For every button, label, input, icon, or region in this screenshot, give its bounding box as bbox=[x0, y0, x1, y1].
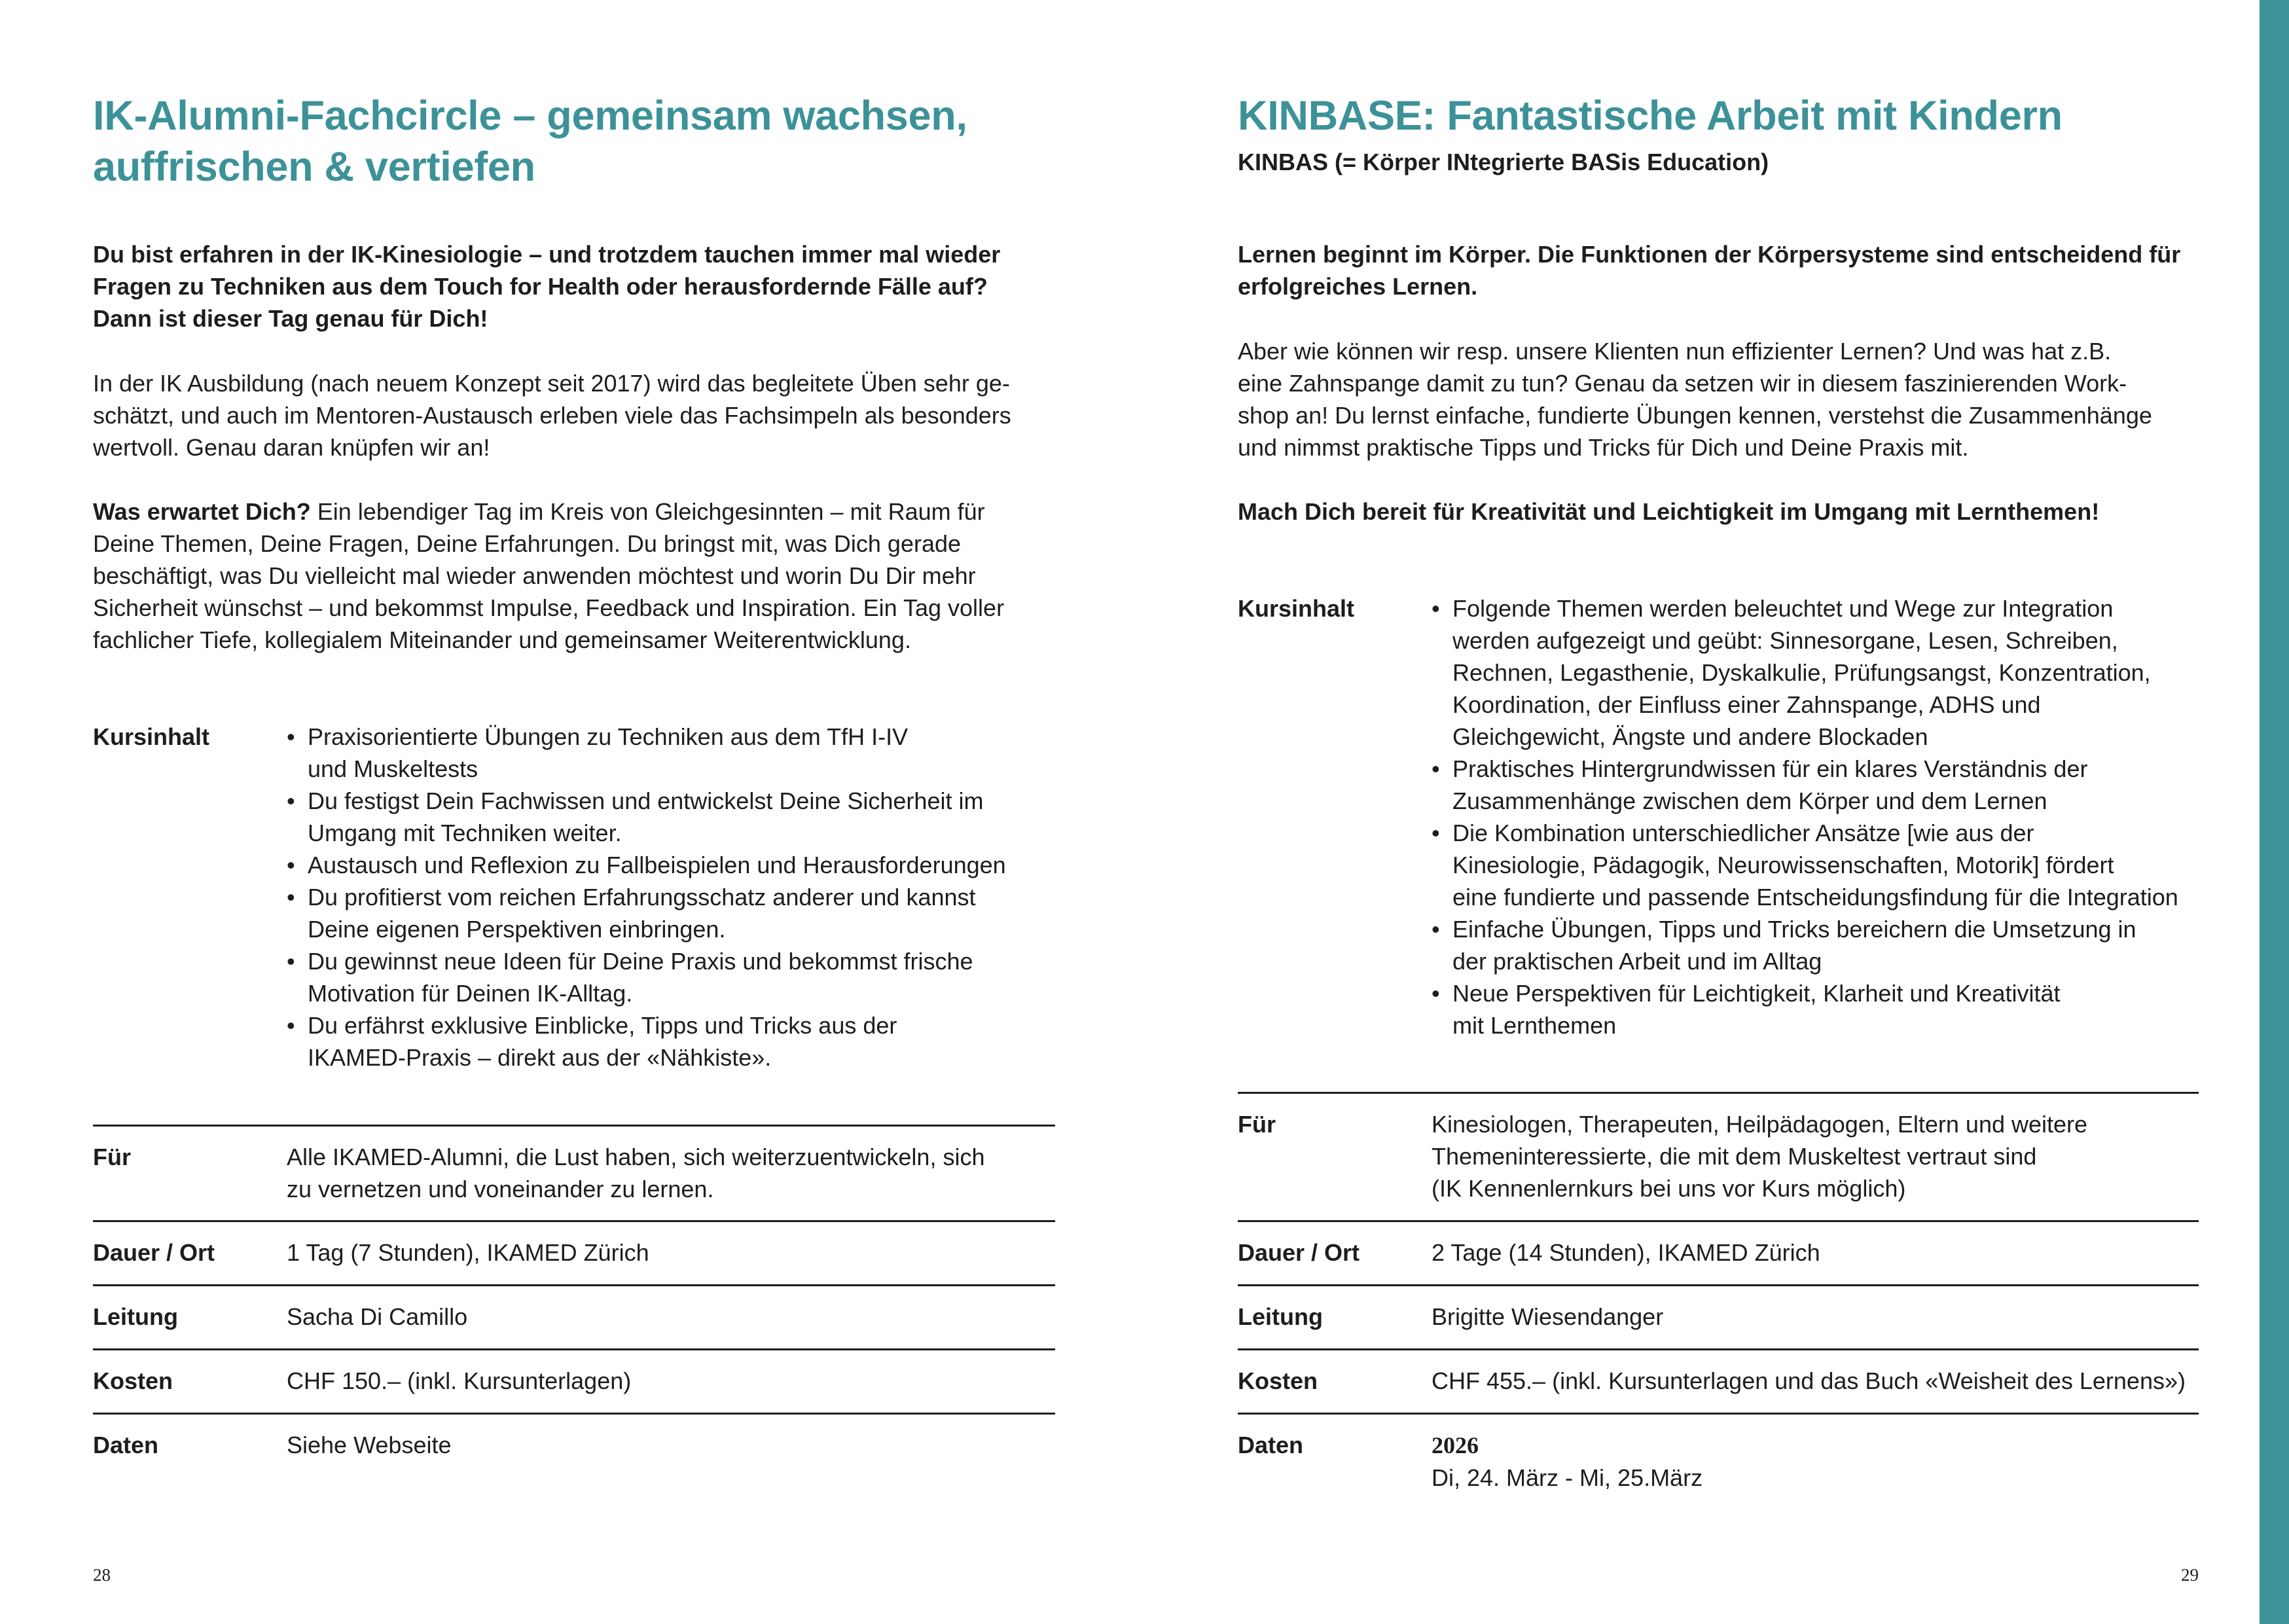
row-dauer-ort bbox=[1238, 1220, 2199, 1281]
list-item bbox=[1432, 817, 2199, 913]
list-line: Austausch und Reflexion zu Fallbeispielen und Herausforderungen bbox=[308, 852, 1006, 878]
list-line: Deine eigenen Perspektiven einbringen. bbox=[308, 916, 726, 943]
list-line: Neue Perspektiven für Leichtigkeit, Klarheit und Kreativität bbox=[1452, 980, 2061, 1007]
paragraph-text: Ein lebendiger Tag im Kreis von Gleichgesinnten – mit Raum für bbox=[310, 498, 985, 525]
row-kosten bbox=[93, 1348, 1055, 1409]
list-line: Kinesiologie, Pädagogik, Neurowissenschaften, Motorik] fördert bbox=[1452, 852, 2114, 878]
date-year: 2026 bbox=[1432, 1432, 1479, 1458]
list-line: werden aufgezeigt und geübt: Sinnesorgane, Lesen, Schreiben, bbox=[1452, 627, 2118, 654]
list-line: Rechnen, Legasthenie, Dyskalkulie, Prüfungsangst, Konzentration, bbox=[1452, 659, 2151, 686]
page-number: 28 bbox=[93, 1565, 111, 1585]
page-number: 29 bbox=[2181, 1565, 2199, 1585]
row-value: CHF 455.– (inkl. Kursunterlagen und das Buch «Weisheit des Lernens») bbox=[1432, 1367, 2186, 1394]
list-line: Die Kombination unterschiedlicher Ansätze [wie aus der bbox=[1452, 820, 2034, 846]
row-label: Daten bbox=[1238, 1432, 1304, 1458]
row-label: Dauer / Ort bbox=[1238, 1239, 1360, 1266]
row-label: Kosten bbox=[93, 1367, 173, 1394]
paragraph-line: wertvoll. Genau daran knüpfen wir an! bbox=[93, 434, 490, 461]
course-subtitle: KINBAS (= Körper INtegrierte BASis Education) bbox=[1238, 149, 1769, 175]
row-leitung bbox=[93, 1284, 1055, 1345]
list-line: Einfache Übungen, Tipps und Tricks bereichern die Umsetzung in bbox=[1452, 916, 2136, 943]
list-line: Motivation für Deinen IK-Alltag. bbox=[308, 980, 633, 1007]
expectation-paragraph bbox=[93, 496, 1055, 656]
list-line: Praktisches Hintergrundwissen für ein klares Verständnis der bbox=[1452, 755, 2088, 782]
callout-line: Mach Dich bereit für Kreativität und Leichtigkeit im Umgang mit Lernthemen! bbox=[1238, 498, 2100, 525]
bullet-list bbox=[287, 721, 1055, 1074]
list-line: Koordination, der Einfluss einer Zahnspange, ADHS und bbox=[1452, 691, 2041, 718]
paragraph-line: und nimmst praktische Tipps und Tricks für Dich und Deine Praxis mit. bbox=[1238, 434, 1969, 461]
bullet-list bbox=[1432, 592, 2199, 1041]
list-item bbox=[287, 1009, 1055, 1074]
value-line: (IK Kennenlernkurs bei uns vor Kurs möglich) bbox=[1432, 1175, 1906, 1202]
section-label: Kursinhalt bbox=[1238, 595, 1355, 622]
row-value bbox=[1432, 1108, 2199, 1204]
list-item bbox=[287, 945, 1055, 1009]
intro-bold bbox=[93, 238, 1055, 334]
intro-line: Lernen beginnt im Körper. Die Funktionen der Körpersysteme sind entscheidend für bbox=[1238, 241, 2181, 268]
row-value bbox=[287, 1141, 1055, 1205]
intro-paragraph bbox=[1238, 335, 2199, 463]
date-range: Di, 24. März - Mi, 25.März bbox=[1432, 1464, 1703, 1491]
title-line: auffrischen & vertiefen bbox=[93, 144, 535, 190]
row-label: Für bbox=[1238, 1111, 1276, 1138]
row-label: Leitung bbox=[1238, 1303, 1323, 1330]
title-line: IK-Alumni-Fachcircle – gemeinsam wachsen, bbox=[93, 93, 967, 139]
row-label: Daten bbox=[93, 1432, 159, 1458]
callout-bold bbox=[1238, 496, 2199, 528]
paragraph-line: beschäftigt, was Du vielleicht mal wieder anwenden möchtest und worin Du Dir mehr bbox=[93, 562, 976, 589]
row-value: 2 Tage (14 Stunden), IKAMED Zürich bbox=[1432, 1239, 1820, 1266]
intro-line: Fragen zu Techniken aus dem Touch for Health oder herausfordernde Fälle auf? bbox=[93, 273, 988, 300]
list-line: und Muskeltests bbox=[308, 755, 478, 782]
row-value: Siehe Webseite bbox=[287, 1432, 452, 1458]
expectation-lead: Was erwartet Dich? bbox=[93, 498, 311, 525]
section-content bbox=[1432, 592, 2199, 1041]
row-value bbox=[1432, 1429, 2199, 1494]
row-value: CHF 150.– (inkl. Kursunterlagen) bbox=[287, 1367, 632, 1394]
row-fuer bbox=[1238, 1092, 2199, 1218]
row-label: Kosten bbox=[1238, 1367, 1318, 1394]
list-line: Folgende Themen werden beleuchtet und Wege zur Integration bbox=[1452, 595, 2114, 622]
paragraph-line: Deine Themen, Deine Fragen, Deine Erfahrungen. Du bringst mit, was Dich gerade bbox=[93, 530, 962, 557]
paragraph-line: fachlicher Tiefe, kollegialem Miteinander und gemeinsamer Weiterentwicklung. bbox=[93, 626, 911, 653]
list-line: Gleichgewicht, Ängste und andere Blockaden bbox=[1452, 723, 1928, 750]
intro-line: Du bist erfahren in der IK-Kinesiologie – und trotzdem tauchen immer mal wieder bbox=[93, 241, 1001, 268]
list-item bbox=[287, 785, 1055, 849]
row-daten bbox=[1238, 1413, 2199, 1493]
row-fuer bbox=[93, 1125, 1055, 1218]
paragraph-line: shop an! Du lernst einfache, fundierte Übungen kennen, verstehst die Zusammenhänge bbox=[1238, 402, 2152, 429]
list-line: Du gewinnst neue Ideen für Deine Praxis und bekommst frische bbox=[308, 948, 973, 975]
paragraph-line bbox=[93, 496, 1055, 528]
paragraph-line: Aber wie können wir resp. unsere Klienten nun effizienter Lernen? Und was hat z.B. bbox=[1238, 338, 2112, 365]
list-line: IKAMED-Praxis – direkt aus der «Nähkiste». bbox=[308, 1044, 772, 1071]
list-item bbox=[287, 721, 1055, 785]
paragraph-line: schätzt, und auch im Mentoren-Austausch erleben viele das Fachsimpeln als besonders bbox=[93, 402, 1011, 429]
list-line: eine fundierte und passende Entscheidungsfindung für die Integration bbox=[1452, 884, 2178, 911]
row-label: Für bbox=[93, 1144, 131, 1170]
list-item bbox=[287, 849, 1055, 881]
accent-side-bar bbox=[2260, 0, 2289, 1624]
intro-paragraph bbox=[93, 367, 1055, 463]
section-label: Kursinhalt bbox=[93, 723, 210, 750]
section-content bbox=[287, 721, 1055, 1074]
row-daten bbox=[93, 1413, 1055, 1473]
row-value: 1 Tag (7 Stunden), IKAMED Zürich bbox=[287, 1239, 649, 1266]
list-line: Praxisorientierte Übungen zu Techniken aus dem TfH I-IV bbox=[308, 723, 909, 750]
list-item bbox=[287, 881, 1055, 945]
list-line: der praktischen Arbeit und im Alltag bbox=[1452, 948, 1822, 975]
row-label: Dauer / Ort bbox=[93, 1239, 215, 1266]
paragraph-line: eine Zahnspange damit zu tun? Genau da setzen wir in diesem faszinierenden Work- bbox=[1238, 370, 2127, 397]
list-line: Umgang mit Techniken weiter. bbox=[308, 820, 622, 846]
row-label: Leitung bbox=[93, 1303, 178, 1330]
left-page bbox=[93, 0, 1055, 1624]
list-line: Du profitierst vom reichen Erfahrungsschatz anderer und kannst bbox=[308, 884, 976, 911]
row-kosten bbox=[1238, 1348, 2199, 1409]
value-line: zu vernetzen und voneinander zu lernen. bbox=[287, 1176, 714, 1202]
row-dauer-ort bbox=[93, 1220, 1055, 1281]
intro-line: Dann ist dieser Tag genau für Dich! bbox=[93, 305, 488, 332]
list-line: Du erfährst exklusive Einblicke, Tipps und Tricks aus der bbox=[308, 1012, 897, 1039]
row-value: Sacha Di Camillo bbox=[287, 1303, 468, 1330]
list-line: mit Lernthemen bbox=[1452, 1012, 1617, 1039]
paragraph-line: Sicherheit wünschst – und bekommst Impulse, Feedback und Inspiration. Ein Tag voller bbox=[93, 594, 1005, 621]
value-line: Alle IKAMED-Alumni, die Lust haben, sich weiterzuentwickeln, sich bbox=[287, 1144, 985, 1170]
list-item bbox=[1432, 592, 2199, 753]
list-line: Zusammenhänge zwischen dem Körper und dem Lernen bbox=[1452, 787, 2047, 814]
list-item bbox=[1432, 913, 2199, 977]
value-line: Kinesiologen, Therapeuten, Heilpädagogen, Eltern und weitere bbox=[1432, 1111, 2088, 1138]
intro-bold bbox=[1238, 238, 2199, 302]
course-title-kinbase: KINBASE: Fantastische Arbeit mit Kindern bbox=[1238, 93, 2063, 139]
paragraph-line: In der IK Ausbildung (nach neuem Konzept seit 2017) wird das begleitete Üben sehr ge- bbox=[93, 370, 1010, 397]
course-title-alumni bbox=[93, 90, 967, 192]
right-page bbox=[1238, 0, 2199, 1624]
list-item bbox=[1432, 753, 2199, 817]
intro-line: erfolgreiches Lernen. bbox=[1238, 273, 1478, 300]
value-line: Themeninteressierte, die mit dem Muskeltest vertraut sind bbox=[1432, 1143, 2037, 1170]
row-leitung bbox=[1238, 1284, 2199, 1345]
list-item bbox=[1432, 977, 2199, 1041]
list-line: Du festigst Dein Fachwissen und entwickelst Deine Sicherheit im bbox=[308, 787, 984, 814]
row-value: Brigitte Wiesendanger bbox=[1432, 1303, 1664, 1330]
